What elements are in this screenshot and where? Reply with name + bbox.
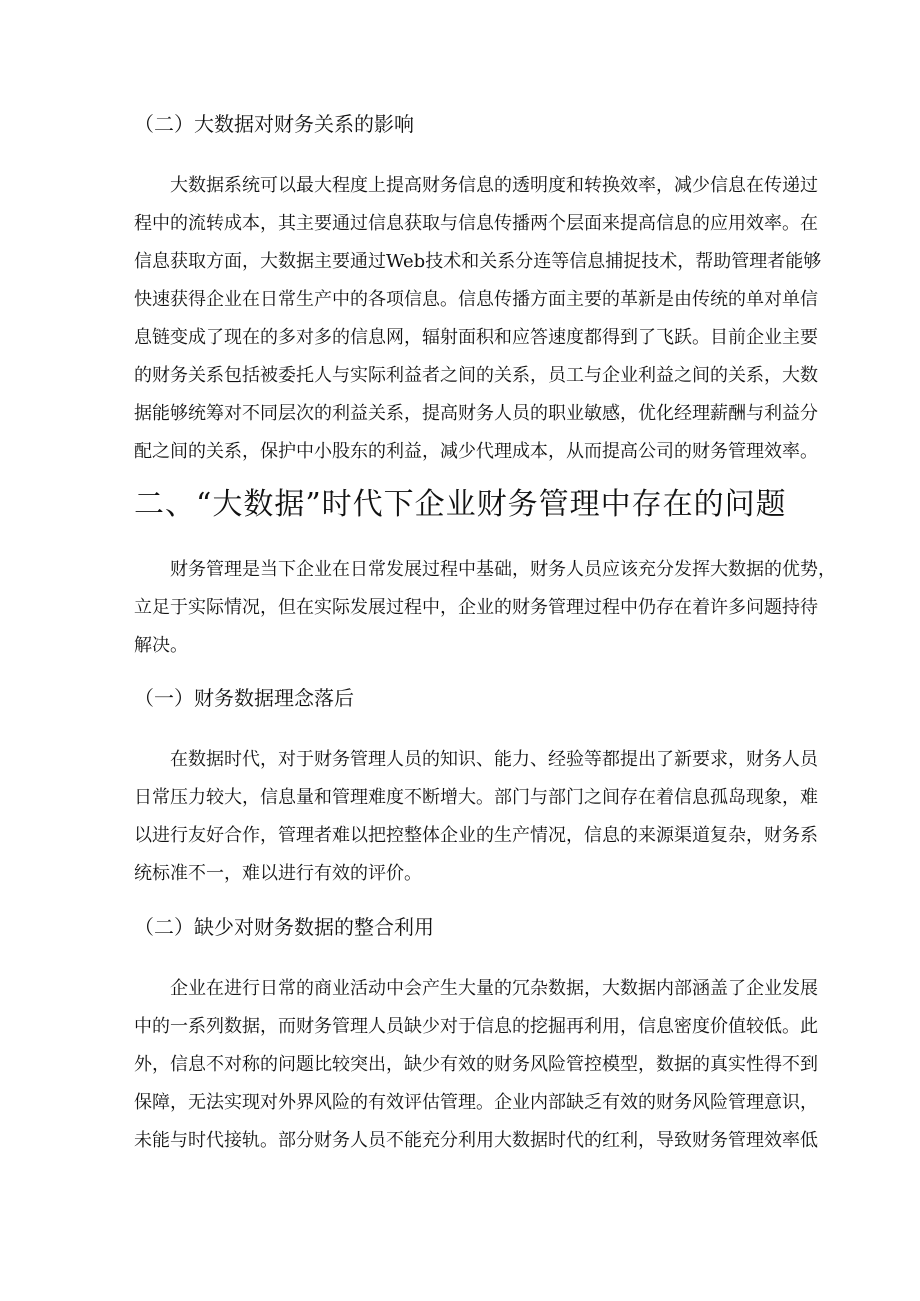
paragraph-line: 统标准不一，难以进行有效的评价。 (134, 863, 422, 884)
paragraph-line: 信息获取方面，大数据主要通过Web技术和关系分连等信息捕捉技术，帮助管理者能够 (134, 251, 822, 272)
paragraph-line: 企业在进行日常的商业活动中会产生大量的冗杂数据，大数据内部涵盖了企业发展 (170, 978, 818, 999)
section-heading-concept: （一）财务数据理念落后 (134, 686, 354, 710)
paragraph-integration (134, 970, 818, 1160)
paragraph-line: 中的一系列数据，而财务管理人员缺少对于信息的挖掘再利用，信息密度价值较低。此 (134, 1016, 818, 1037)
paragraph-concept (134, 741, 818, 893)
paragraph-line: 大数据系统可以最大程度上提高财务信息的透明度和转换效率，减少信息在传递过 (170, 175, 818, 196)
paragraph-line: 程中的流转成本，其主要通过信息获取与信息传播两个层面来提高信息的应用效率。在 (134, 213, 818, 234)
paragraph-line: 息链变成了现在的多对多的信息网，辐射面积和应答速度都得到了飞跃。目前企业主要 (134, 327, 818, 348)
paragraph-line: 的财务关系包括被委托人与实际利益者之间的关系，员工与企业利益之间的关系，大数 (134, 365, 818, 386)
chapter-heading: 二、“大数据”时代下企业财务管理中存在的问题 (134, 487, 787, 522)
paragraph-intro (134, 551, 836, 665)
paragraph-line: 据能够统筹对不同层次的利益关系，提高财务人员的职业敏感，优化经理薪酬与利益分 (134, 403, 818, 424)
paragraph-line: 外，信息不对称的问题比较突出，缺少有效的财务风险管控模型，数据的真实性得不到 (134, 1054, 818, 1075)
section-heading-integration: （二）缺少对财务数据的整合利用 (134, 915, 434, 939)
paragraph-line: 快速获得企业在日常生产中的各项信息。信息传播方面主要的革新是由传统的单对单信 (134, 289, 818, 310)
section-heading-data-impact: （二）大数据对财务关系的影响 (134, 112, 414, 136)
paragraph-line: 在数据时代，对于财务管理人员的知识、能力、经验等都提出了新要求，财务人员 (170, 749, 818, 770)
paragraph-data-impact (134, 167, 822, 471)
paragraph-line: 配之间的关系，保护中小股东的利益，减少代理成本，从而提高公司的财务管理效率。 (134, 441, 818, 462)
paragraph-line: 保障，无法实现对外界风险的有效评估管理。企业内部缺乏有效的财务风险管理意识， (134, 1092, 818, 1113)
paragraph-line: 立足于实际情况，但在实际发展过程中，企业的财务管理过程中仍存在着许多问题持待 (134, 597, 818, 618)
paragraph-line: 财务管理是当下企业在日常发展过程中基础，财务人员应该充分发挥大数据的优势， (170, 559, 836, 580)
paragraph-line: 未能与时代接轨。部分财务人员不能充分利用大数据时代的红利，导致财务管理效率低 (134, 1130, 818, 1151)
paragraph-line: 以进行友好合作，管理者难以把控整体企业的生产情况，信息的来源渠道复杂，财务系 (134, 825, 818, 846)
paragraph-line: 解决。 (134, 635, 188, 656)
paragraph-line: 日常压力较大，信息量和管理难度不断增大。部门与部门之间存在着信息孤岛现象，难 (134, 787, 818, 808)
